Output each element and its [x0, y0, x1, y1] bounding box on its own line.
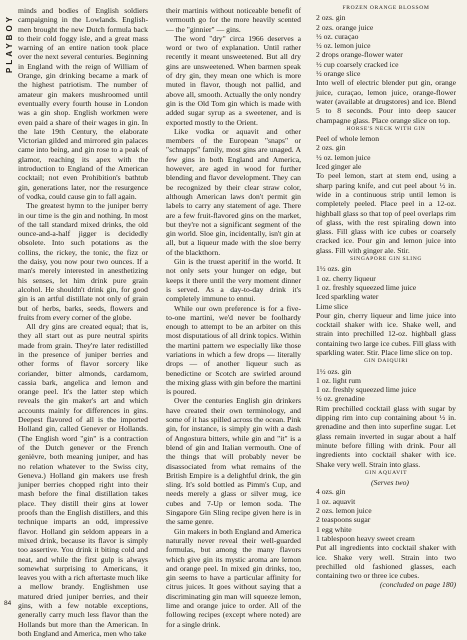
paragraph: All dry gins are created equal; that is, they all start out as pure neutral spirits made from grain. They're later redistilled in the presence of juniper berries and other forms of flavor sorcery like coriander, bitter almonds, cardamom, cassia bark, angelica and lemon and orange peel. It's the latter step which reveals the gin maker's art and which accounts mainly for differences in gins. Deepest flavored of all is the imported Holland gin, called Genever or Hollands. (The English word "gin" is a contraction of the Dutch genever or the French genièvre, both meaning juniper, and has no relation whatever to the Swiss city, Geneva.) Holland gin makers use fresh juniper berries chopped right into their mash before the final distillation takes place. They distill their gins at lower proofs than the English distillers, and this technique imparts an odd, impressive flavor. Holland gin seldom appears in a mixed drink, because its flavor is simply too assertive. You drink it biting cold and neat, and while the first gulp is always somewhat surprising to Americans, it leaves you with a rich aftertaste much like a mellow brandy. Englishmen use matured dried juniper berries, and their gins, with a few notable exceptions, generally carry much less flavor than the Hollands but more than the American. In both England and America, men who take [18, 322, 148, 638]
article-column-2 [166, 0, 301, 629]
recipe [316, 4, 456, 125]
recipe-title: GIN AQUAVIT [364, 469, 408, 476]
paragraph: minds and bodies of English soldiers campaigning in the Lowlands. English-men brought the new Dutch formula back to their cold foggy isle, and a great mass warning of an entire nation took place over the next several centuries. Beginning in England with the reign of William of Orange, gin drinking became a mark of the highest patriotism. The number of amateur gin makers mushroomed until eventually every fourth house in London was a gin shop. English workmen were even paid a share of their wages in gin. In the late 19th Century, the elaborate Victorian gilded and mirrored gin palaces came into being, and gin rose to a peak of glamor, reaching its apex with the introduction to England of the American cocktail; not even Prohibition's bathtub gin, generations later, nor the resurgence of vodka, could cause gin to fall again. [18, 6, 148, 201]
recipe-directions: To peel lemon, start at stem end, using a sharp paring knife, and cut peel about ½ in. wide in a continuous strip until lemon is completely peeled. Place peel in a 12-oz. highball glass so that top of peel overlaps rim of glass, with the rest spiraling down into glass. Fill glass with ice cubes or coarsely cracked ice. Pour gin and lemon juice into glass. Fill with ginger ale. Stir. [316, 171, 456, 255]
paragraph: While our own preference is for a five-to-one martini, we'd never be foolhardy enough to attempt to be an arbiter on this most disputatious of all drink topics. Within the martini pattern we especially like those variations in which a few drops — literally drops — of another liqueur such as benedictine or Scotch are swirled around the mixing glass with gin before the martini is poured. [166, 303, 301, 397]
ingredient-list [316, 487, 456, 543]
ingredient: ½ cup coarsely cracked ice [316, 59, 399, 69]
ingredient: 1 oz. freshly squeezed lime juice [316, 385, 417, 395]
ingredient-list [316, 134, 456, 171]
paragraph: Gin is the truest aperitif in the world. It not only sets your hunger on edge, but keeps it there until the very moment dinner is served. As a day-to-day drink it's completely immune to ennui. [166, 257, 301, 304]
continued-note: (concluded on page 180) [379, 580, 456, 590]
recipe [316, 357, 456, 469]
ingredient: Iced ginger ale [316, 162, 362, 172]
recipes-column [316, 0, 456, 590]
paragraph: their martinis without noticeable benefit of vermouth go for the more heavily scented — the "ginnier" — gins. [166, 6, 301, 34]
ingredient: 2 teaspoons sugar [316, 515, 371, 525]
paragraph: Over the centuries English gin drinkers have created their own terminology, and some of it has spilled across the ocean. Pink gin, for instance, is simply gin with a dash of Angostura bitters, while gin and "it" is a blend of gin and Italian vermouth. One of the things that will probably never be disassociated from what remains of the British Empire is a delightful drink, the gin sling. It's sold bottled as Pimm's Cup, and needs merely a glass or silver mug, ice cubes and 7-Up or lemon soda. The Singapore Gin Sling recipe given here is in the same genre. [166, 396, 301, 527]
paragraph: The greatest hymn to the juniper berry in our time is the gin and nothing. In most of the tall standard mixed drinks, the old ounce-and-a-half jigger is decidedly obsolete. Into such potations as the collins, the rickey, the tonic, the fizz or the daisy, you now pour two ounces. If a man's merely interested in anesthetizing his senses, let him drink pure grain alcohol. He shouldn't drink gin, for good gin is an artful distillate not only of grain but of herbs, barks, seeds, flowers and fruits from every corner of the globe. [18, 201, 148, 322]
paragraph: The word "dry" circa 1966 deserves a word or two of explanation. Until rather recently it meant unsweetened. But all dry gins are unsweetened. When barmen speak of dry gin, they mean one which is more muted in flavor, though not pallid, and above all, smooth. Actually the only nondry gin is the Old Tom gin which is made with added sugar syrup as a sweetener, and is exported mostly to the Orient. [166, 33, 301, 127]
ingredient: ½ oz. grenadine [316, 394, 365, 404]
ingredient: Iced sparkling water [316, 292, 379, 302]
ingredient: 1 oz. freshly squeezed lime juice [316, 282, 417, 292]
ingredient: Peel of whole lemon [316, 134, 380, 144]
ingredient-list [316, 13, 456, 78]
ingredient: 1½ ozs. gin [316, 264, 352, 274]
ingredient: 1 oz. light rum [316, 375, 361, 385]
ingredient: 4 ozs. gin [316, 487, 346, 497]
ingredient: Lime slice [316, 301, 349, 311]
ingredient: 1 tablespoon heavy sweet cream [316, 533, 415, 543]
ingredient: 1 egg white [316, 524, 352, 534]
article-column-1 [18, 0, 148, 638]
ingredient: ½ oz. lemon juice [316, 41, 371, 51]
recipe-title: SINGAPORE GIN SLING [350, 256, 422, 263]
recipe [316, 125, 456, 255]
ingredient: 2 drops orange-flower water [316, 50, 403, 60]
ingredient: 1½ ozs. gin [316, 366, 352, 376]
recipe-directions: Rim prechilled cocktail glass with sugar by dipping rim into cup containing about ½ in. grenadine and then into superfine sugar. Let glass remain inverted in sugar about a half minute before filling with drink. Pour all ingredients into cocktail shaker with ice. Shake very well. Strain into glass. [316, 403, 456, 469]
ingredient-list [316, 264, 456, 310]
ingredient: 2 ozs. gin [316, 13, 346, 23]
ingredient: ½ orange slice [316, 69, 361, 79]
recipe [316, 255, 456, 357]
recipe-directions: Put all ingredients into cocktail shaker with ice. Shake very well. Strain into two prechilled old fashioned glasses, each containing two or three ice cubes. [316, 543, 456, 581]
ingredient-list [316, 367, 456, 404]
ingredient: 1 oz. aquavit [316, 496, 356, 506]
ingredient: 1 oz. cherry liqueur [316, 273, 376, 283]
magazine-sidebar-title: PLAYBOY [5, 14, 14, 73]
recipe-title: HORSE'S NECK WITH GIN [346, 125, 426, 132]
recipe-title: FROZEN ORANGE BLOSSOM [342, 5, 430, 11]
ingredient: 2 ozs. orange juice [316, 22, 374, 32]
ingredient: ½ oz. lemon juice [316, 152, 371, 162]
recipe-directions: Into well of electric blender put gin, orange juice, curaçao, lemon juice, orange-flower water (available at drugstores) and ice. Blend 5 to 8 seconds. Pour into deep saucer champagne glass. Place orange slice on top. [316, 78, 456, 125]
paragraph: Gin makers in both England and America naturally never reveal their well-guarded formulas, but among the many flavors which give gin its mystic aroma are lemon and orange peel. In mixed gin drinks, too, gin seems to have a particular affinity for citrus juices. It goes without saying that a discriminating gin man will squeeze lemon, lime and orange juice to order. All of the following recipes (except where noted) are for a single drink. [166, 526, 301, 629]
recipe-serving-note: (Serves two) [371, 478, 409, 488]
paragraph: Like vodka or aquavit and other members of the European "snaps" or "schnapps" family, most gins are unaged. A few gins in both England and America, however, are aged in wood for further blending and flavor development. They can be recognized by their clear straw color, although American laws don't permit gin labels to carry any statement of age. There are a few fruit-flavored gins on the market, but they're not a significant segment of the gin world. Sloe gin, incidentally, isn't gin at all, but a liqueur made with the sloe berry of the blackthorn. [166, 126, 301, 257]
recipe-directions: Pour gin, cherry liqueur and lime juice into cocktail shaker with ice. Shake well, and strain into prechilled 12-oz. highball glass containing two large ice cubes. Fill glass with sparkling water. Stir. Place lime slice on top. [316, 310, 456, 357]
recipe-title: GIN DAIQUIRI [363, 358, 409, 365]
ingredient: 2 ozs. lemon juice [316, 506, 372, 516]
page-number: 84 [4, 600, 12, 607]
ingredient: 2 ozs. gin [316, 143, 346, 153]
recipe [316, 469, 456, 581]
ingredient: ½ oz. curaçao [316, 31, 359, 41]
